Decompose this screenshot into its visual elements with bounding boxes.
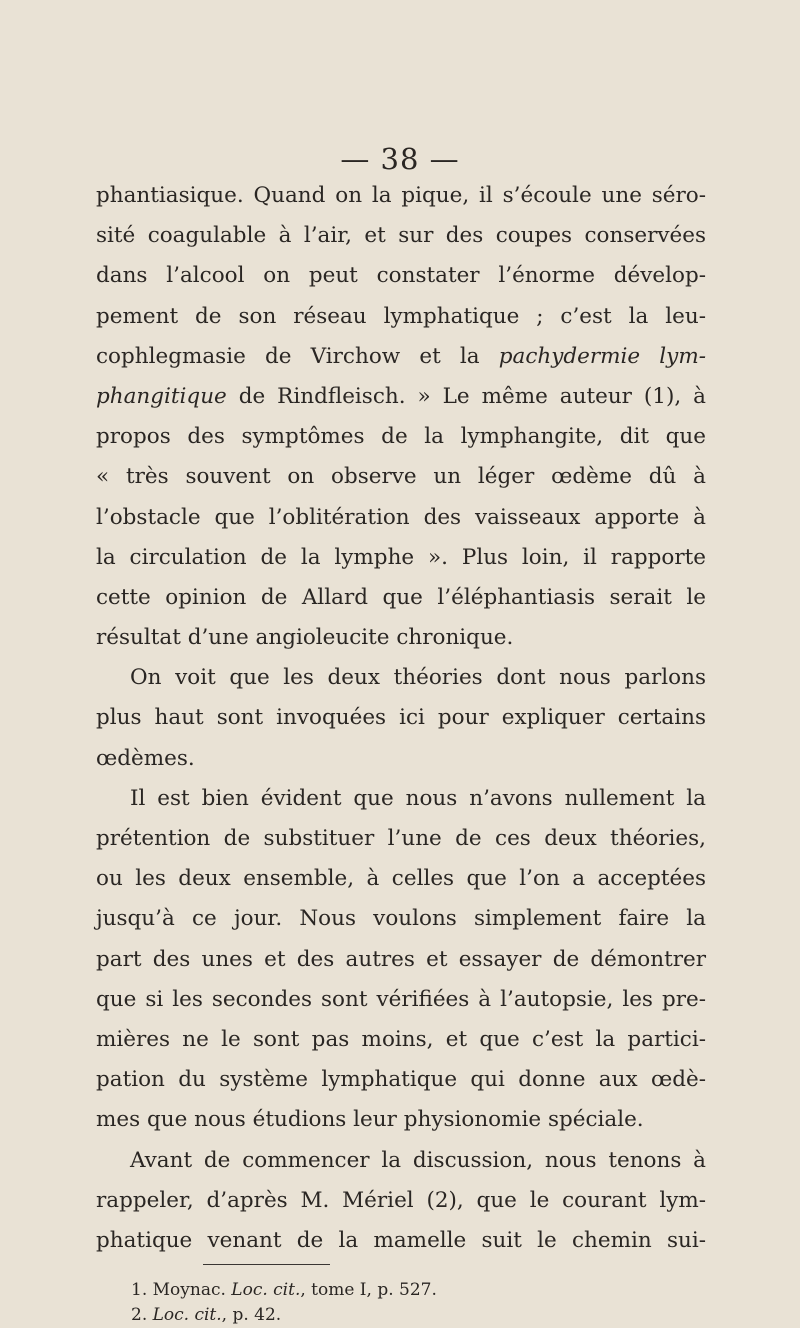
text-line: pation du système lymphatique qui donne aux œdè- — [96, 1067, 706, 1093]
text-line: part des unes et des autres et essayer de démontrer — [96, 946, 706, 972]
text-line: « très souvent on observe un léger œdème dû à — [96, 464, 706, 490]
text-line: jusqu’à ce jour. Nous voulons simplement faire la — [96, 906, 706, 932]
text-line: mes que nous étudions leur physionomie spéciale. — [96, 1107, 644, 1133]
footnotes — [131, 1278, 437, 1328]
footnote-2: 2. Loc. cit., p. 42. — [131, 1305, 282, 1325]
text-line: sité coagulable à l’air, et sur des coupes conservées — [96, 223, 706, 249]
text-line: phangitique de Rindfleisch. » Le même auteur (1), à — [96, 383, 706, 409]
text-line: que si les secondes sont vérifiées à l’autopsie, les pre- — [96, 986, 706, 1012]
text-line: l’obstacle que l’oblitération des vaisseaux apporte à — [96, 504, 706, 530]
text-line: cette opinion de Allard que l’éléphantiasis serait le — [96, 584, 706, 610]
text-line: propos des symptômes de la lymphangite, dit que — [96, 424, 706, 450]
text-line: Il est bien évident que nous n’avons nullement la — [130, 785, 706, 811]
text-line: phantiasique. Quand on la pique, il s’écoule une séro- — [96, 183, 706, 208]
text-line: On voit que les deux théories dont nous parlons — [130, 665, 706, 691]
text-line: plus haut sont invoquées ici pour expliquer certains — [96, 705, 706, 731]
text-line: rappeler, d’après M. Mériel (2), que le courant lym- — [96, 1187, 706, 1213]
italic-term: pachydermie lym- — [498, 343, 706, 369]
footnote-1: 1. Moynac. Loc. cit., tome I, p. 527. — [131, 1280, 437, 1300]
text-line: prétention de substituer l’une de ces deux théories, — [96, 826, 706, 851]
text-line: pement de son réseau lymphatique ; c’est la leu- — [96, 303, 706, 329]
body-text — [96, 176, 706, 1261]
text-line: résultat d’une angioleucite chronique. — [96, 625, 514, 651]
text-line: cophlegmasie de Virchow et la pachydermie lym- — [96, 343, 706, 369]
text-line: dans l’alcool on peut constater l’énorme dévelop- — [96, 263, 706, 289]
footnote-divider — [203, 1264, 330, 1265]
text-line: la circulation de la lymphe ». Plus loin, il rapporte — [96, 544, 706, 570]
text-line: œdèmes. — [96, 745, 195, 771]
text-line: phatique venant de la mamelle suit le chemin sui- — [96, 1227, 706, 1253]
page-number: — 38 — — [340, 142, 460, 176]
italic-term: phangitique — [96, 383, 227, 409]
text-line: mières ne le sont pas moins, et que c’est la partici- — [96, 1026, 706, 1052]
text-line: ou les deux ensemble, à celles que l’on a acceptées — [96, 866, 706, 892]
text-line: Avant de commencer la discussion, nous tenons à — [130, 1147, 706, 1173]
